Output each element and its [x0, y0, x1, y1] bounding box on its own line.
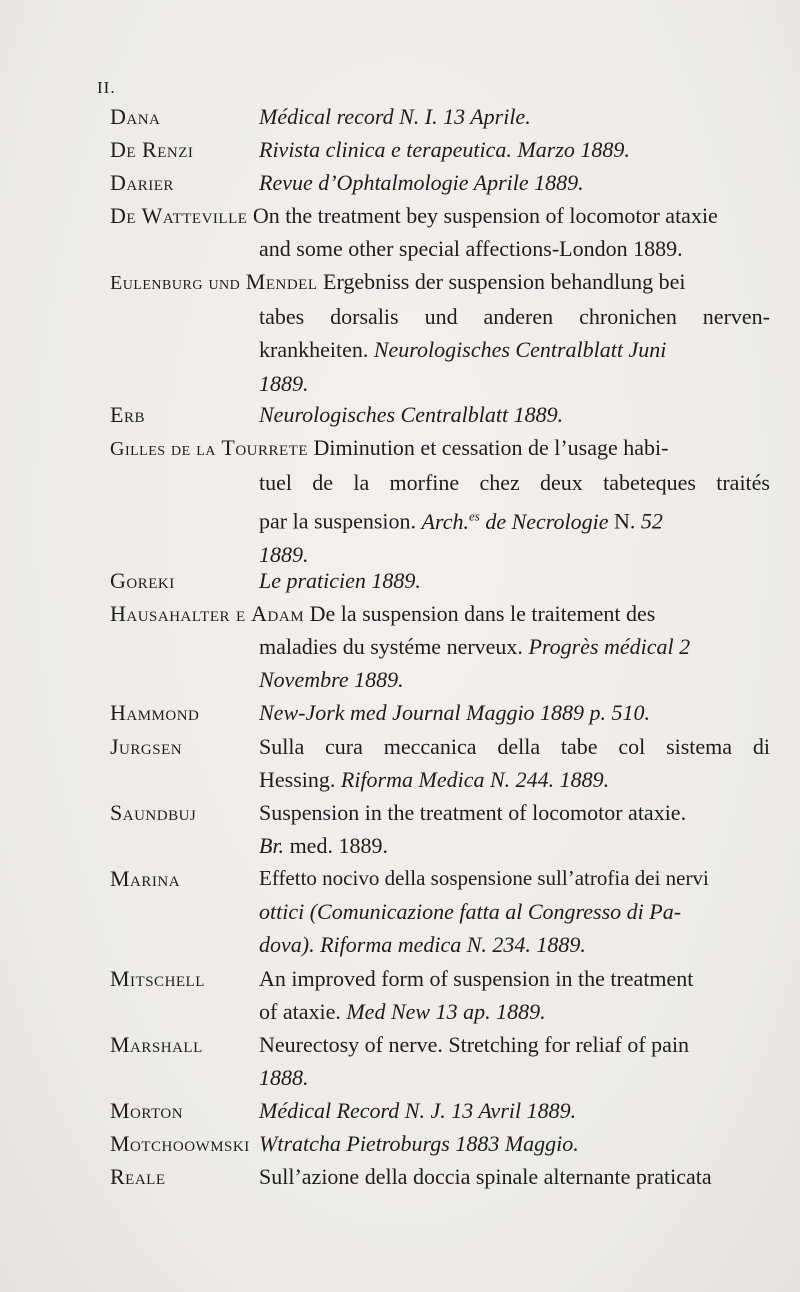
author-name: Reale — [110, 1164, 166, 1189]
publication: Revue d’Ophtalmologie Aprile 1889. — [259, 170, 584, 195]
title-line: On the treatment bey suspension of locomotor ataxie — [252, 203, 718, 228]
title-line: Sull’azione della doccia spinale alternante praticata — [259, 1164, 712, 1189]
title-line: of ataxie. — [259, 999, 341, 1025]
journal-name: med. 1889. — [289, 833, 388, 859]
entry-eulenburg — [110, 265, 770, 400]
journal-name: Neurologisches Centralblatt Juni — [373, 337, 667, 363]
title-line: krankheiten. — [259, 337, 369, 363]
journal-name: Progrès médical 2 — [528, 634, 691, 660]
title-line: De la suspension dans le traitement des — [309, 601, 656, 626]
publication: Rivista clinica e terapeutica. Marzo 1889. — [259, 137, 630, 162]
author-name: Marina — [110, 866, 181, 891]
journal-number-label: N. — [614, 508, 636, 534]
journal-name: Arch.$^{es}$ de Necrologie — [421, 508, 609, 534]
author-name: Morton — [110, 1098, 184, 1123]
entry-jurgsen — [110, 730, 770, 796]
publication: Médical record N. I. 13 Aprile. — [259, 104, 531, 129]
publication: Le praticien 1889. — [259, 568, 421, 593]
year: 1889. — [259, 370, 309, 396]
title-line: tabes dorsalis und anderen chronichen nerven- — [259, 304, 770, 330]
author-name-2: Mendel — [245, 269, 318, 294]
entry-gilles-de-la-tourrete — [110, 431, 770, 571]
year: 1889. — [259, 541, 309, 567]
title-line: Ergebniss der suspension behandlung bei — [323, 269, 686, 294]
author-name: Saundbuj — [110, 800, 197, 825]
author-name: Eulenburg und — [110, 272, 241, 294]
author-name: De Watteville — [110, 203, 248, 228]
author-name: Marshall — [110, 1032, 203, 1057]
entry-de-watteville — [110, 199, 770, 265]
date-line: Novembre 1889. — [259, 667, 404, 693]
title-line: An improved form of suspension in the treatment — [259, 966, 694, 991]
author-name: De Renzi — [110, 137, 194, 162]
journal-line: dova). Riforma medica N. 234. 1889. — [259, 932, 586, 958]
journal-number: 52 — [640, 508, 663, 534]
entry-saundbuj — [110, 796, 770, 862]
journal-abbr: Br. — [259, 833, 285, 859]
title-line: Suspension in the treatment of locomotor ataxie. — [259, 800, 687, 825]
author-name: Dana — [110, 104, 161, 129]
title-line: Diminution et cessation de l’usage habi- — [313, 435, 669, 460]
title-line: and some other special affections-London 1889. — [259, 236, 683, 262]
title-line: ottici (Comunicazione fatta al Congresso di Pa- — [259, 899, 682, 925]
entry-mitschell — [110, 962, 770, 1028]
entry-marshall — [110, 1028, 770, 1094]
author-name-2: Adam — [251, 601, 305, 626]
author-name: Motchoowmski — [110, 1131, 250, 1156]
title-line: maladies du systéme nerveux. — [259, 634, 523, 660]
title-line: Effetto nocivo della sospensione sull’atrofia dei nervi — [259, 866, 709, 890]
publication: Neurologisches Centralblatt 1889. — [259, 402, 564, 427]
author-name: Hausahalter e — [110, 601, 246, 626]
title-line: Neurectosy of nerve. Stretching for reliaf of pain — [259, 1032, 690, 1057]
publication: Wtratcha Pietroburgs 1883 Maggio. — [259, 1131, 579, 1156]
author-name: Erb — [110, 402, 145, 427]
title-line: par la suspension. — [259, 508, 417, 534]
author-name: Hammond — [110, 700, 200, 725]
year: 1888. — [259, 1065, 309, 1091]
author-name: Mitschell — [110, 966, 205, 991]
journal-name: Riforma Medica N. 244. 1889. — [340, 767, 610, 793]
journal-name: Med New 13 ap. 1889. — [346, 999, 546, 1025]
publication: Médical Record N. J. 13 Avril 1889. — [259, 1098, 577, 1123]
author-name: Gilles de la — [110, 438, 216, 460]
title-line: Sulla cura meccanica della tabe col sistema di — [259, 734, 770, 759]
title-line: tuel de la morfine chez deux tabeteques traités — [259, 470, 770, 496]
entry-marina — [110, 862, 770, 962]
publication: New-Jork med Journal Maggio 1889 p. 510. — [259, 700, 651, 725]
entry-hausahalter — [110, 597, 770, 697]
title-line: Hessing. — [259, 767, 336, 793]
page-number: II. — [97, 78, 116, 97]
author-name: Goreki — [110, 568, 175, 593]
author-name: Jurgsen — [110, 734, 183, 759]
author-name-2: Tourrete — [221, 435, 308, 460]
author-name: Darier — [110, 170, 174, 195]
